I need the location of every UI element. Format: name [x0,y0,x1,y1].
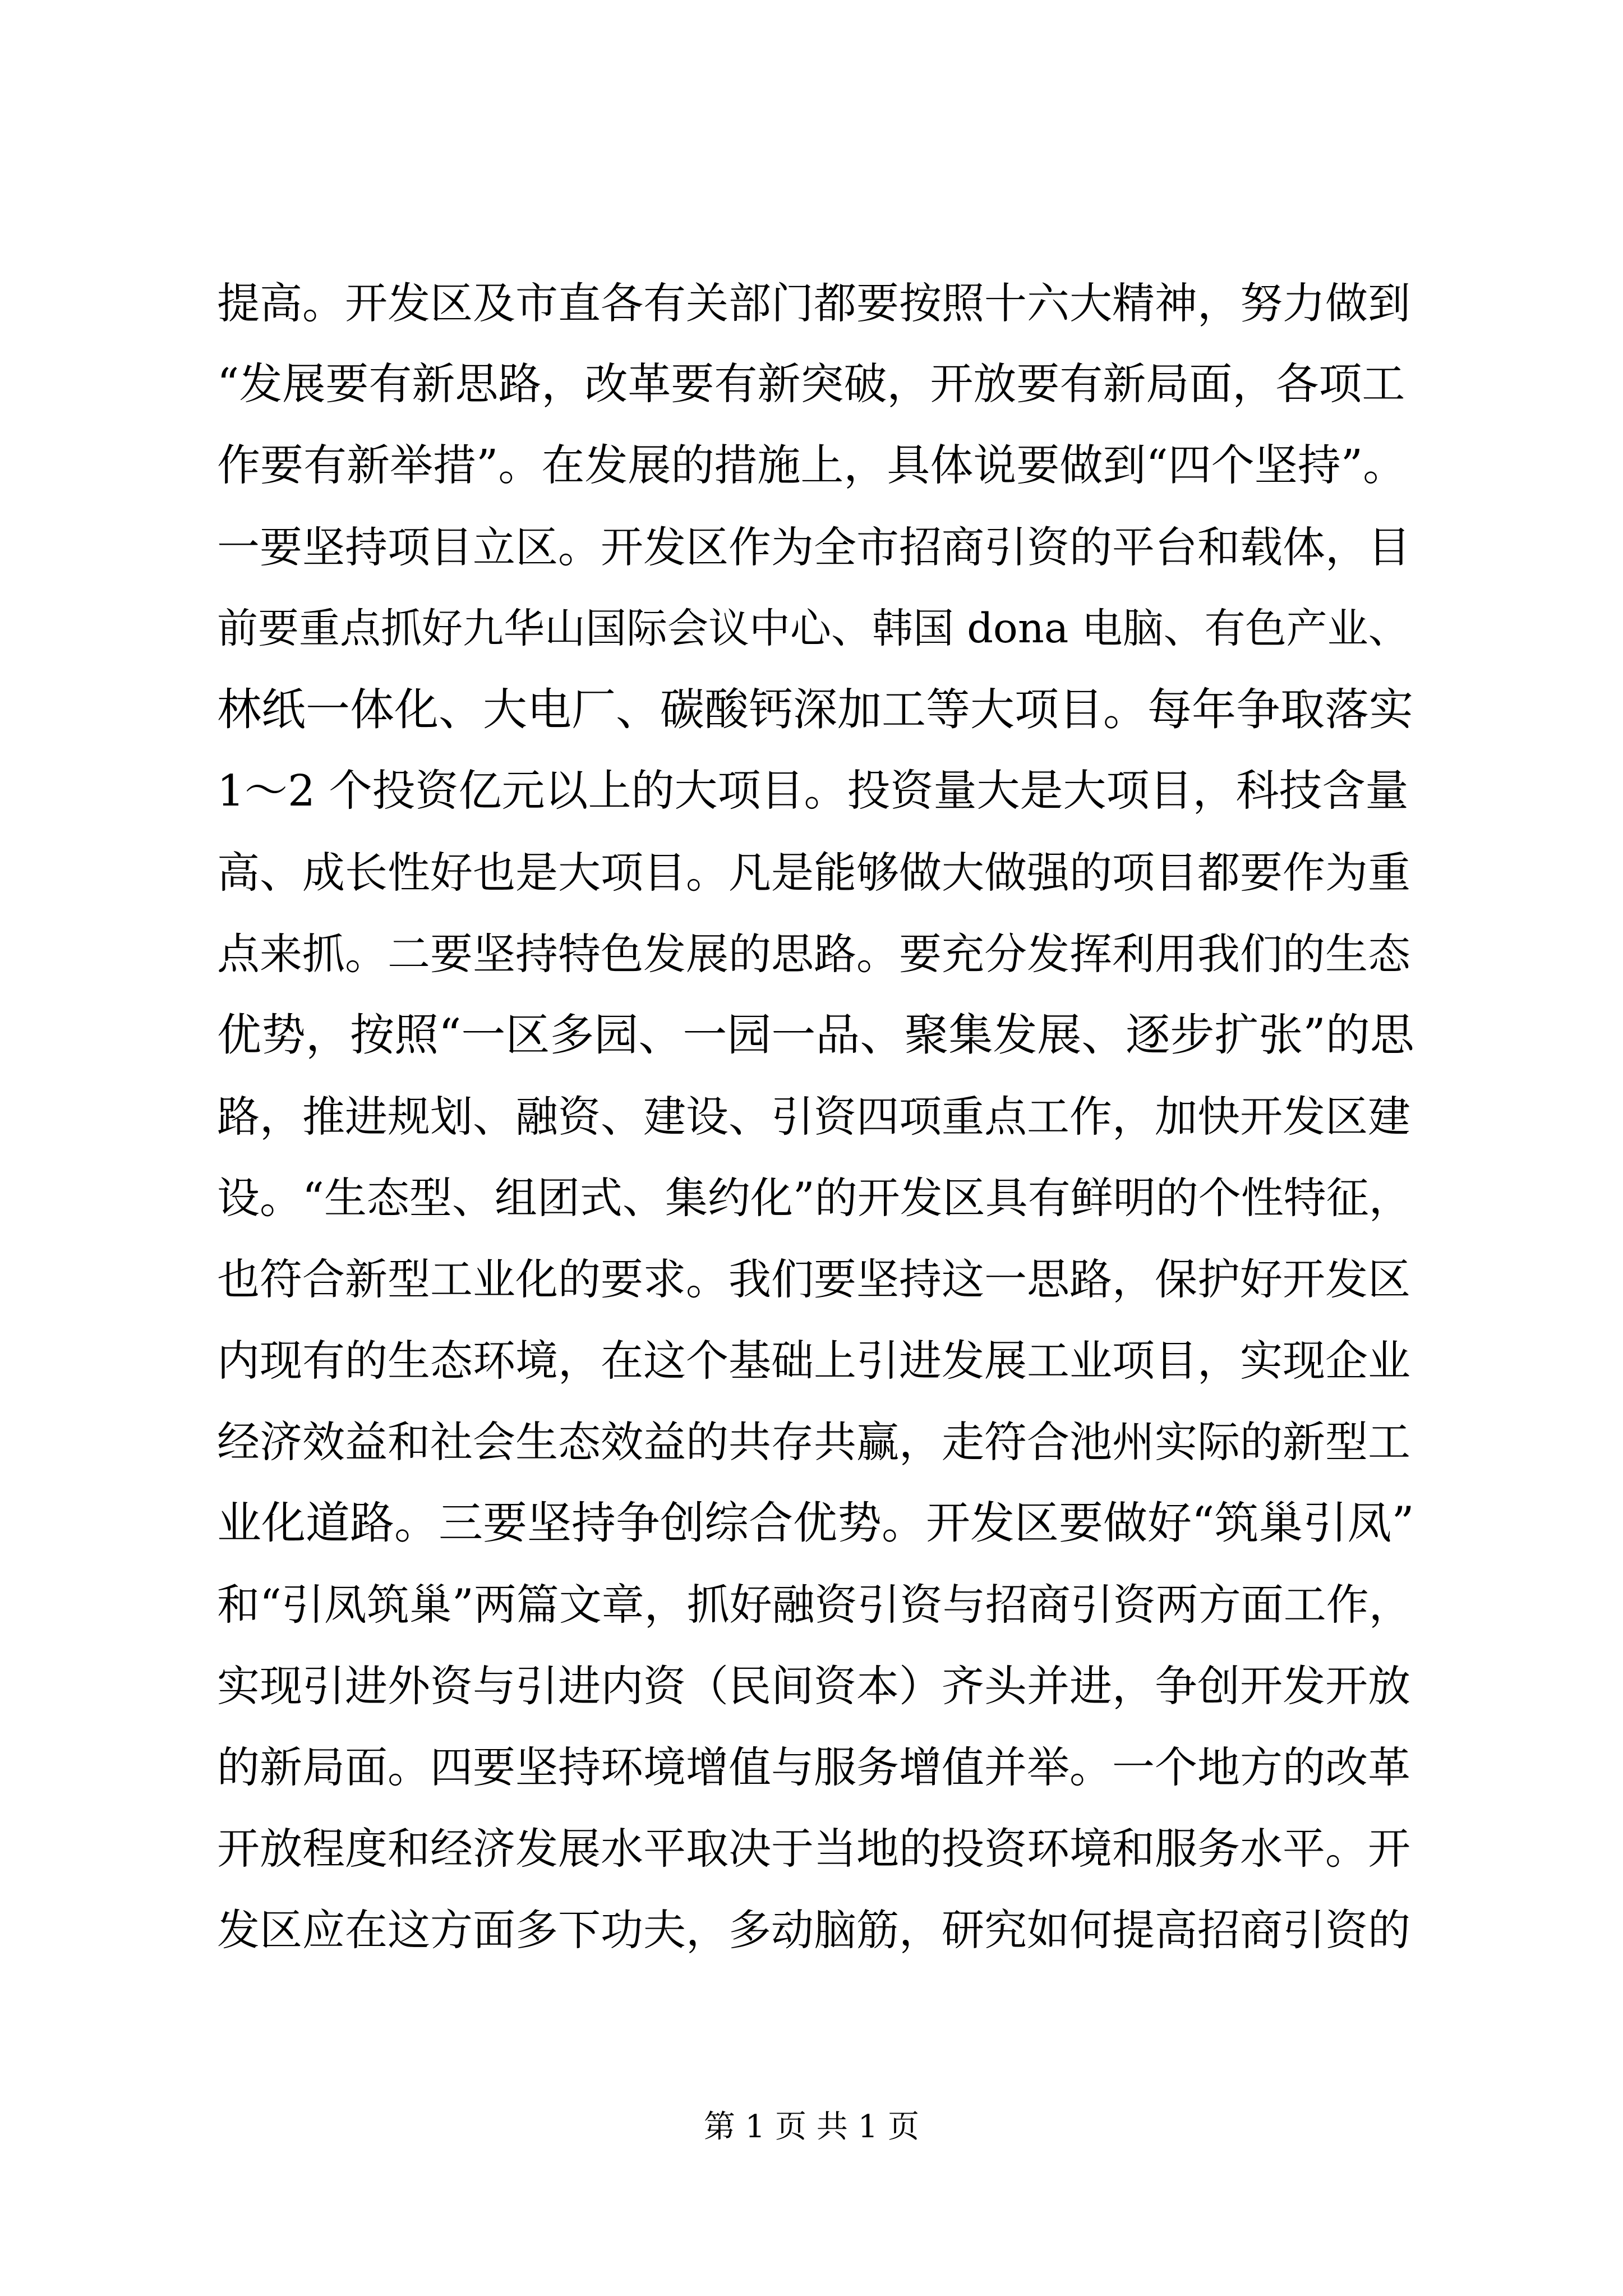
body-text [217,263,1417,1971]
page-footer [0,2105,1623,2150]
text-line: 发区应在这方面多下功夫，多动脑筋，研究如何提高招商引资的 [217,1905,1410,1955]
text-line: 内现有的生态环境，在这个基础上引进发展工业项目，实现企业 [217,1336,1410,1386]
text-line: 作要有新举措”。在发展的措施上，具体说要做到“四个坚持”。 [217,441,1407,491]
text-line: 实现引进外资与引进内资（民间资本）齐头并进，争创开发开放 [217,1661,1410,1711]
text-line: 开放程度和经济发展水平取决于当地的投资环境和服务水平。开 [217,1824,1410,1874]
text-line: 高、成长性好也是大项目。凡是能够做大做强的项目都要作为重 [217,848,1410,898]
text-line: 经济效益和社会生态效益的共存共赢，走符合池州实际的新型工 [217,1417,1410,1467]
text-line: 提高。开发区及市直各有关部门都要按照十六大精神，努力做到 [217,278,1410,328]
text-line: 点来抓。二要坚持特色发展的思路。要充分发挥利用我们的生态 [217,929,1410,979]
text-line: 也符合新型工业化的要求。我们要坚持这一思路，保护好开发区 [217,1254,1410,1304]
text-line: 的新局面。四要坚持环境增值与服务增值并举。一个地方的改革 [217,1742,1410,1792]
text-line: 优势，按照“一区多园、一园一品、聚集发展、逐步扩张”的思 [217,1009,1414,1061]
text-line: 设。“生态型、组团式、集约化”的开发区具有鲜明的个性特征， [217,1173,1412,1223]
text-line: 和“引凤筑巢”两篇文章，抓好融资引资与招商引资两方面工作， [217,1580,1412,1630]
text-line: 1～2 个投资亿元以上的大项目。投资量大是大项目，科技含量 [217,766,1409,816]
page-number-label: 第 1 页 共 1 页 [703,2109,920,2145]
text-line: 业化道路。三要坚持争创综合优势。开发区要做好“筑巢引凤” [217,1497,1414,1549]
text-line: 林纸一体化、大电厂、碳酸钙深加工等大项目。每年争取落实 [217,684,1413,735]
text-line: 前要重点抓好九华山国际会议中心、韩国 dona 电脑、有色产业、 [217,605,1409,652]
text-line: 路，推进规划、融资、建设、引资四项重点工作，加快开发区建 [217,1092,1410,1142]
text-line: “发展要有新思路，改革要有新突破，开放要有新局面，各项工 [217,360,1405,409]
text-line: 一要坚持项目立区。开发区作为全市招商引资的平台和载体，目 [217,522,1410,572]
